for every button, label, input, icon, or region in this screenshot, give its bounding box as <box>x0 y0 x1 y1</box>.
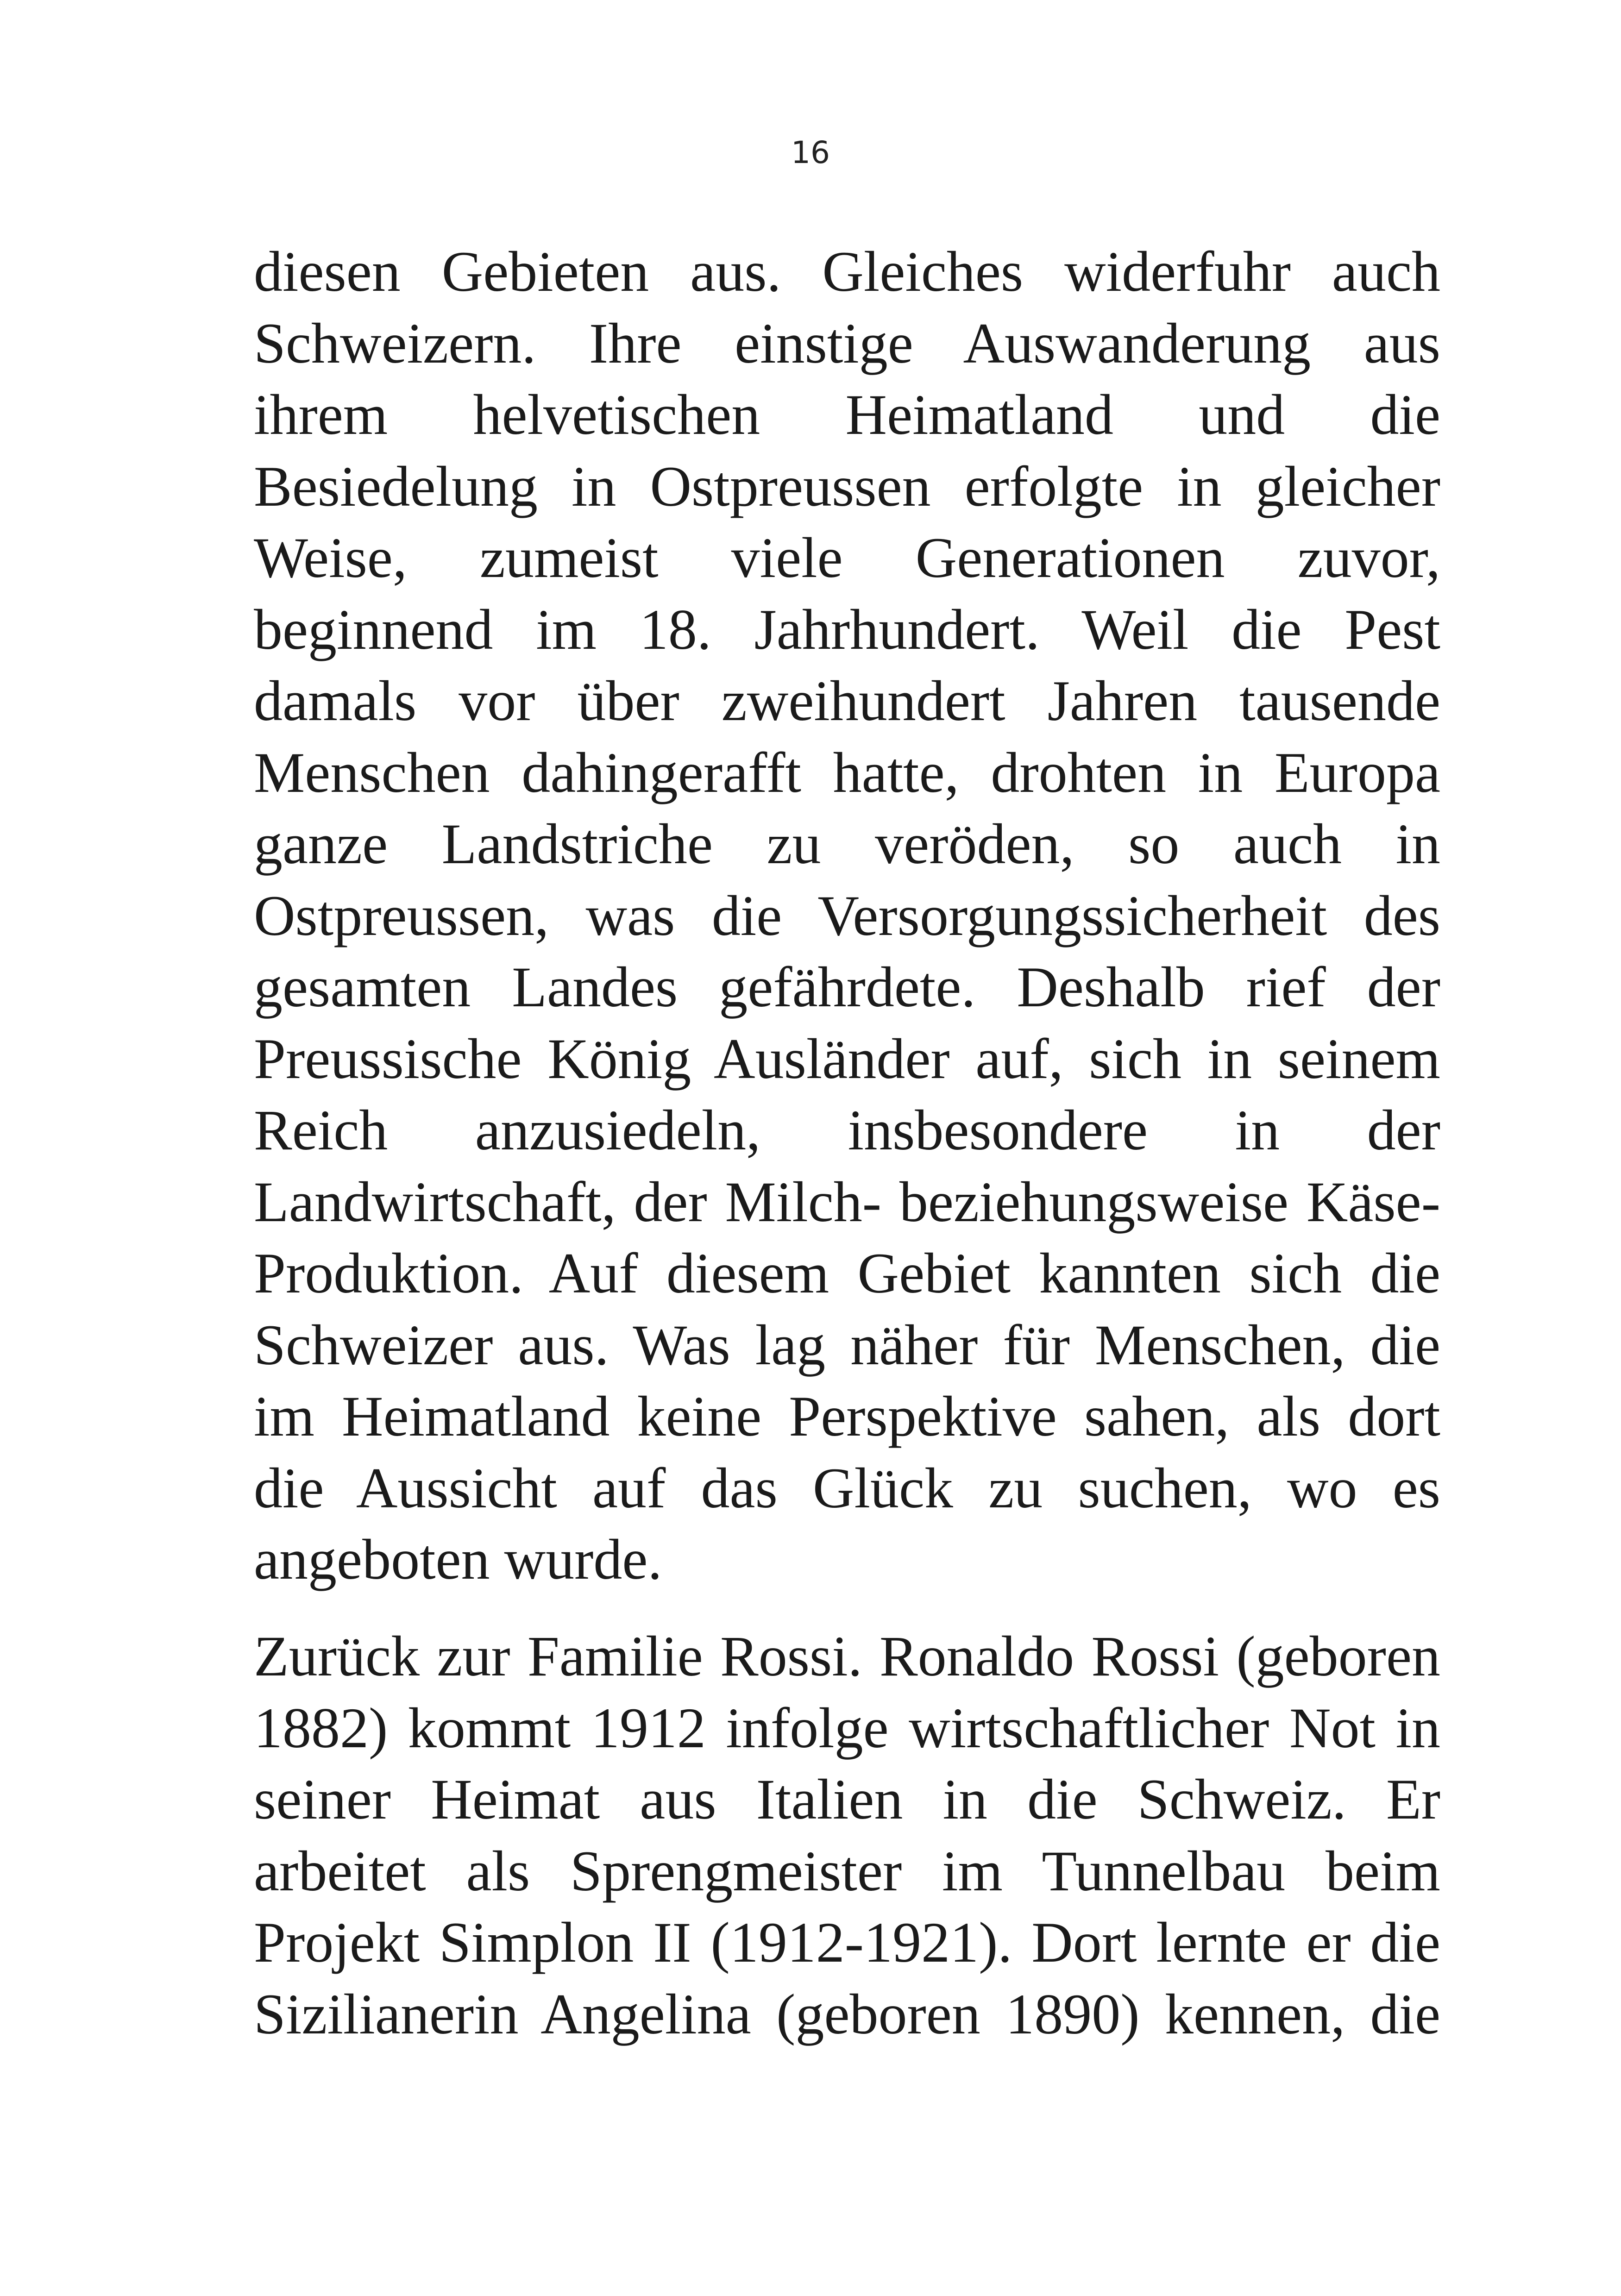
text-line: Ostpreussen, was die Versorgungssicherheit des <box>254 884 1440 947</box>
text-line: beginnend im 18. Jahrhundert. Weil die Pest <box>254 597 1440 661</box>
text-line: 1882) kommt 1912 infolge wirtschaftlicher Not in <box>254 1696 1440 1760</box>
text-line: Sizilianerin Angelina (geboren 1890) kennen, die <box>254 1982 1440 2046</box>
text-line: Menschen dahingerafft hatte, drohten in Europa <box>254 740 1440 804</box>
text-line: Schweizer aus. Was lag näher für Menschen, die <box>254 1313 1440 1377</box>
text-line: Zurück zur Familie Rossi. Ronaldo Rossi (geboren <box>254 1625 1440 1688</box>
text-line: diesen Gebieten aus. Gleiches widerfuhr auch <box>254 240 1440 303</box>
text-line: angeboten wurde. <box>254 1528 662 1591</box>
text-line: Besiedelung in Ostpreussen erfolgte in gleicher <box>254 454 1440 518</box>
text-line: Projekt Simplon II (1912-1921). Dort lernte er die <box>254 1911 1440 1974</box>
text-line: im Heimatland keine Perspektive sahen, als dort <box>254 1385 1440 1448</box>
text-line: damals vor über zweihundert Jahren tausende <box>254 669 1440 733</box>
page-number: 16 <box>791 135 830 170</box>
text-line: arbeitet als Sprengmeister im Tunnelbau beim <box>254 1839 1440 1903</box>
text-line: Schweizern. Ihre einstige Auswanderung aus <box>254 311 1440 375</box>
text-line: Landwirtschaft, der Milch- beziehungsweise Käse- <box>254 1170 1440 1234</box>
paragraph-2 <box>254 1621 1440 2050</box>
text-line: Produktion. Auf diesem Gebiet kannten sich die <box>254 1242 1440 1305</box>
text-line: Reich anzusiedeln, insbesondere in der <box>254 1098 1440 1162</box>
paragraph-1 <box>254 236 1440 1596</box>
text-line: seiner Heimat aus Italien in die Schweiz. Er <box>254 1768 1440 1831</box>
text-line: gesamten Landes gefährdete. Deshalb rief der <box>254 955 1440 1019</box>
text-line: ganze Landstriche zu veröden, so auch in <box>254 812 1440 876</box>
text-line: ihrem helvetischen Heimatland und die <box>254 383 1440 446</box>
text-line: Weise, zumeist viele Generationen zuvor, <box>254 526 1440 590</box>
text-line: die Aussicht auf das Glück zu suchen, wo es <box>254 1456 1440 1520</box>
text-line: Preussische König Ausländer auf, sich in seinem <box>254 1027 1440 1091</box>
